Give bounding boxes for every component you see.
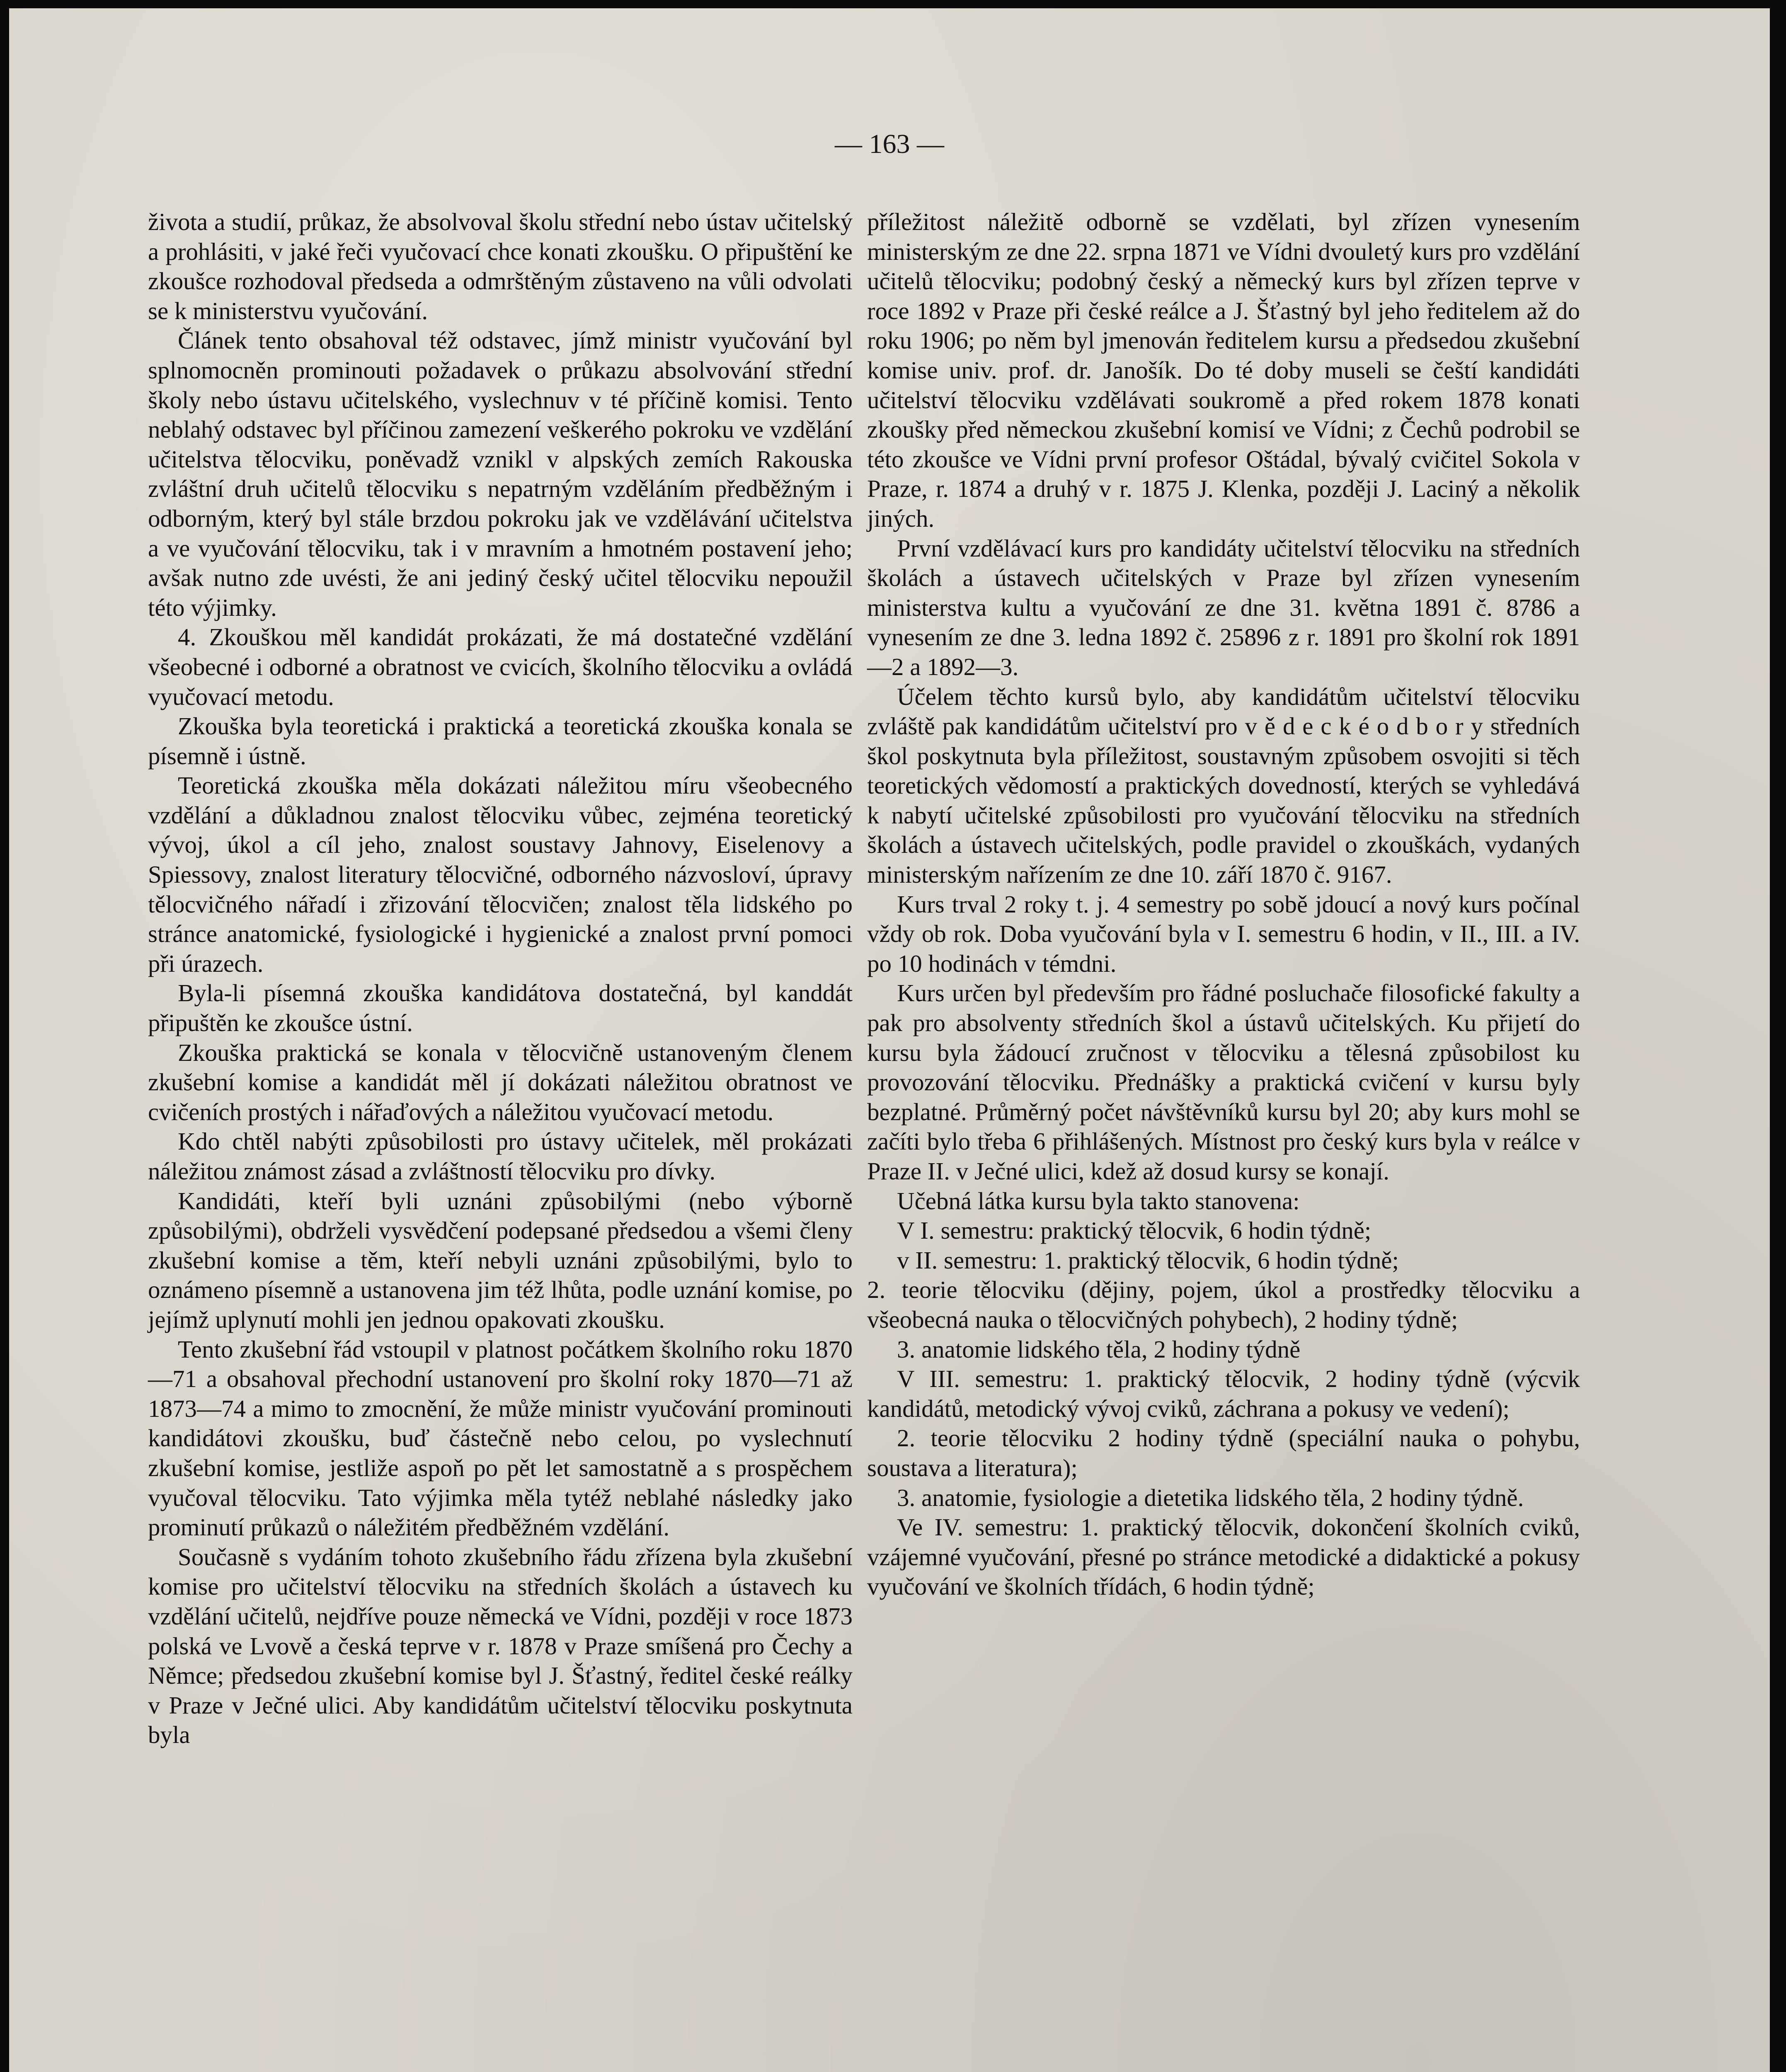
paragraph: Zkouška byla teoretická i praktická a teoretická zkouška konala se písemně i ústně. (148, 712, 853, 770)
list-item: 2. teorie tělocviku 2 hodiny týdně (speciální nauka o pohybu, soustava a literatura); (867, 1424, 1580, 1481)
list-item: Ve IV. semestru: 1. praktický tělocvik, dokončení školních cviků, vzájemné vyučování, přesné po stránce metodické a didaktické a pokusy vyučování ve školních třídách, 6 hodin týdně; (867, 1513, 1580, 1600)
list-item: V III. semestru: 1. praktický tělocvik, 2 hodiny týdně (výcvik kandidátů, metodický vývoj cviků, záchrana a pokusy ve vedení); (867, 1365, 1580, 1422)
paragraph: příležitost náležitě odborně se vzdělati, byl zřízen vynesením ministerským ze dne 22. srpna 1871 ve Vídni dvouletý kurs pro vzdělání učitelů tělocviku; podobný český a německý kurs byl zřízen teprve v roce 1892 v Praze při české reálce a J. Šťastný byl jeho ředitelem až do roku 1906; po něm byl jmenován ředitelem kursu a předsedou zkušební komise univ. prof. dr. Janošík. Do té doby museli se čeští kandidáti učitelství tělocviku vzdělávati soukromě a před rokem 1878 konati zkoušky před německou zkušební komisí ve Vídni; z Čechů podrobil se této zkoušce ve Vídni první profesor Oštádal, bývalý cvičitel Sokola v Praze, r. 1874 a druhý v r. 1875 J. Klenka, později J. Laciný a několik jiných. (867, 208, 1580, 532)
paragraph: Tento zkušební řád vstoupil v platnost počátkem školního roku 1870—71 a obsahoval přechodní ustanovení pro školní roky 1870—71 až 1873—74 a mimo to zmocnění, že může ministr vyučování prominouti kandidátovi zkoušku, buď částečně nebo celou, po vyslechnutí zkušební komise, jestliže aspoň po pět let samostatně a s prospěchem vyučoval tělocviku. Tato výjimka měla tytéž neblahé následky jako prominutí průkazů o náležitém předběžném vzdělání. (148, 1335, 853, 1541)
paragraph: Kandidáti, kteří byli uznáni způsobilými (nebo výborně způsobilými), obdrželi vysvědčení podepsané předsedou a všemi členy zkušební komise a těm, kteří nebyli uznáni způsobilými, bylo to oznámeno písemně a ustanovena jim též lhůta, podle uznání komise, po jejímž uplynutí mohli jen jednou opakovati zkoušku. (148, 1187, 853, 1333)
paragraph: První vzdělávací kurs pro kandidáty učitelství tělocviku na středních školách a ústavech učitelských v Praze byl zřízen vynesením ministerstva kultu a vyučování ze dne 31. května 1891 č. 8786 a vynesením ze dne 3. ledna 1892 č. 25896 z r. 1891 pro školní rok 1891—2 a 1892—3. (867, 534, 1580, 680)
list-item: 2. teorie tělocviku (dějiny, pojem, úkol a prostředky tělocviku a všeobecná nauka o tělocvičných pohybech), 2 hodiny týdně; (867, 1276, 1580, 1333)
paragraph: Teoretická zkouška měla dokázati náležitou míru všeobecného vzdělání a důkladnou znalost tělocviku vůbec, zejména teoretický vývoj, úkol a cíl jeho, znalost soustavy Jahnovy, Eiselenovy a Spiessovy, znalost literatury tělocvičné, odborného názvosloví, úpravy tělocvičného nářadí i zřizování tělocvičen; znalost těla lidského po stránce anatomické, fysiologické i hygienické a znalost první pomoci při úrazech. (148, 772, 853, 977)
paragraph: Článek tento obsahoval též odstavec, jímž ministr vyučování byl splnomocněn prominouti požadavek o průkazu absolvování střední školy nebo ústavu učitelského, vyslechnuv v té příčině komisi. Tento neblahý odstavec byl příčinou zamezení veškerého pokroku ve vzdělání učitelstva tělocviku, poněvadž vznikl v alpských zemích Rakouska zvláštní druh učitelů tělocviku s nepatrným vzděláním předběžným i odborným, který byl stále brzdou pokroku jak ve vzdělávání učitelstva a ve vyučování tělocviku, tak i v mravním a hmotném postavení jeho; avšak nutno zde uvésti, že ani jediný český učitel tělocviku nepoužil této výjimky. (148, 327, 853, 621)
paragraph: Účelem těchto kursů bylo, aby kandidátům učitelství tělocviku zvláště pak kandidátům učitelství pro v ě d e c k é o d b o r y středních škol poskytnuta byla příležitost, soustavným způsobem osvojiti si těch teoretických vědomostí a praktických dovedností, kterých se vyhledává k nabytí učitelské způsobilosti pro vyučování tělocviku na středních školách a ústavech učitelských, podle pravidel o zkouškách, vydaných ministerským nařízením ze dne 10. září 1870 č. 9167. (867, 683, 1580, 888)
right-column (867, 207, 1580, 1602)
paragraph: Kdo chtěl nabýti způsobilosti pro ústavy učitelek, měl prokázati náležitou známost zásad a zvláštností tělocviku pro dívky. (148, 1128, 853, 1185)
paragraph: života a studií, průkaz, že absolvoval školu střední nebo ústav učitelský a prohlásiti, v jaké řeči vyučovací chce konati zkoušku. O připuštění ke zkoušce rozhodoval předseda a odmrštěným zůstaveno na vůli odvolati se k ministerstvu vyučování. (148, 208, 853, 324)
list-item: 3. anatomie, fysiologie a dietetika lidského těla, 2 hodiny týdně. (897, 1484, 1524, 1511)
paragraph: Učebná látka kursu byla takto stanovena: (897, 1187, 1300, 1215)
list-item: v II. semestru: 1. praktický tělocvik, 6 hodin týdně; (897, 1246, 1399, 1274)
list-item: 3. anatomie lidského těla, 2 hodiny týdně (897, 1335, 1301, 1363)
left-column (148, 207, 853, 1750)
paragraph: 4. Zkouškou měl kandidát prokázati, že má dostatečné vzdělání všeobecné i odborné a obratnost ve cvicích, školního tělocviku a ovládá vyučovací metodu. (148, 623, 853, 710)
paragraph: Zkouška praktická se konala v tělocvičně ustanoveným členem zkušební komise a kandidát měl jí dokázati náležitou obratnost ve cvičeních prostých i nářaďových a náležitou vyučovací metodu. (148, 1038, 853, 1126)
list-item: V I. semestru: praktický tělocvik, 6 hodin týdně; (897, 1217, 1372, 1244)
paragraph: Kurs trval 2 roky t. j. 4 semestry po sobě jdoucí a nový kurs počínal vždy ob rok. Doba vyučování byla v I. semestru 6 hodin, v II., III. a IV. po 10 hodinách v témdni. (867, 890, 1580, 977)
paragraph: Současně s vydáním tohoto zkušebního řádu zřízena byla zkušební komise pro učitelství tělocviku na středních školách a ústavech ku vzdělání učitelů, nejdříve pouze německá ve Vídni, později v roce 1873 polská ve Lvově a česká teprve v r. 1878 v Praze smíšená pro Čechy a Němce; předsedou zkušební komise byl J. Šťastný, ředitel české reálky v Praze v Ječné ulici. Aby kandidátům učitelství tělocviku poskytnuta byla (148, 1543, 853, 1749)
paragraph: Kurs určen byl především pro řádné posluchače filosofické fakulty a pak pro absolventy středních škol a ústavů učitelských. Ku přijetí do kursu byla žádoucí zručnost v tělocviku a tělesná způsobilost ku provozování tělocviku. Přednášky a praktická cvičení v kursu byly bezplatné. Průměrný počet návštěvníků kursu byl 20; aby kurs mohl se začíti bylo třeba 6 přihlášených. Místnost pro český kurs byla v reálce v Praze II. v Ječné ulici, kdež až dosud kursy se konají. (867, 979, 1580, 1185)
page-number: — 163 — (835, 129, 944, 159)
scanned-page (9, 8, 1770, 2072)
paragraph: Byla-li písemná zkouška kandidátova dostatečná, byl kanddát připuštěn ke zkoušce ústní. (148, 979, 853, 1037)
